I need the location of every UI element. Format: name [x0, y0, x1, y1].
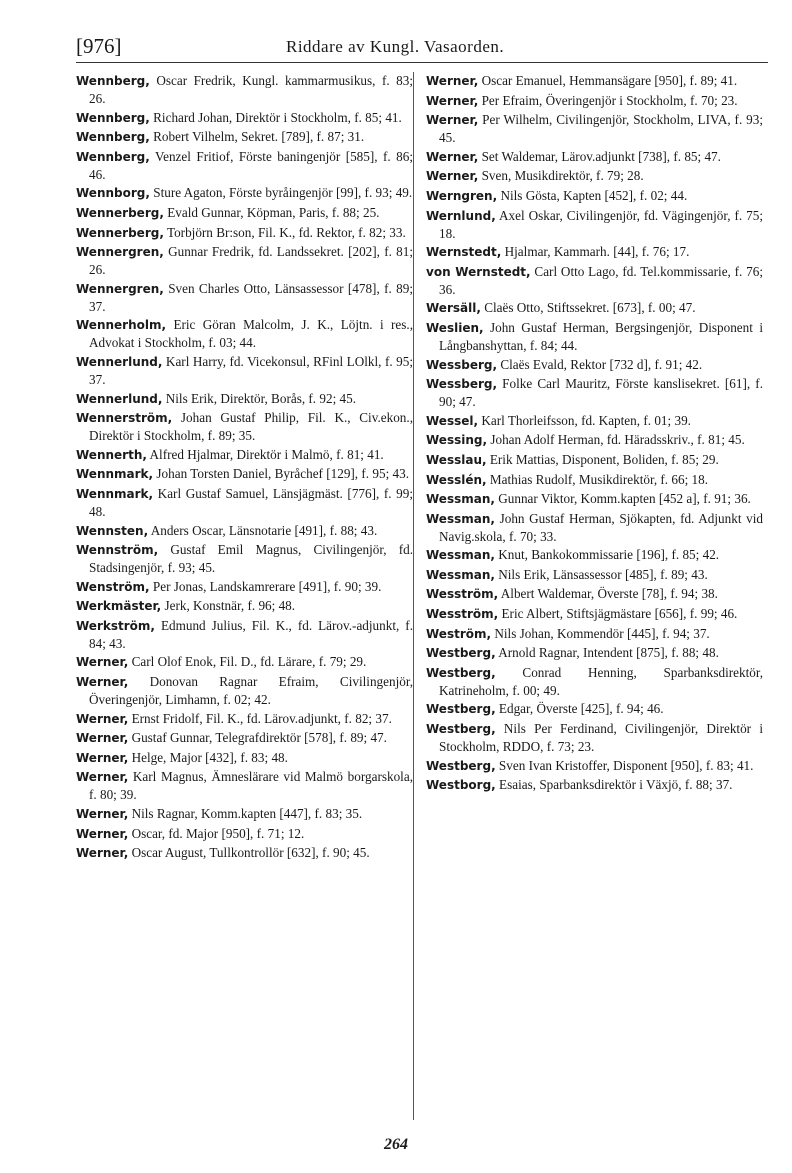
list-entry [76, 184, 413, 202]
entry-details: Venzel Fritiof, Förste baningenjör [585], f. 86; 46. [89, 148, 413, 182]
list-entry [76, 673, 413, 708]
list-entry [426, 263, 763, 298]
entry-details: Sven Charles Otto, Länsassessor [478], f. 89; 37. [89, 280, 413, 314]
entry-details: Mathias Rudolf, Musikdirektör, f. 66; 18. [486, 471, 709, 487]
entry-surname: Wennberg, [76, 110, 150, 125]
entry-surname: Wennborg, [76, 186, 150, 201]
entry-surname: Westborg, [426, 778, 496, 793]
entry-details: Nils Per Ferdinand, Civilingenjör, Direktör i Stockholm, RDDO, f. 73; 23. [439, 721, 763, 755]
entry-details: Nils Erik, Länsassessor [485], f. 89; 43. [494, 566, 708, 582]
entry-surname: Werner, [426, 169, 479, 184]
list-entry [76, 710, 413, 728]
entry-details: Per Jonas, Landskamrerare [491], f. 90; 39. [149, 578, 382, 594]
entry-details: Per Efraim, Överingenjör i Stockholm, f. 70; 23. [478, 92, 738, 108]
list-entry [76, 617, 413, 652]
entry-details: John Gustaf Herman, Bergsingenjör, Disponent i Långbanshyttan, f. 84; 44. [439, 319, 763, 353]
list-entry [426, 700, 763, 718]
list-entry [76, 522, 413, 540]
entry-surname: Werner, [76, 807, 129, 822]
entry-details: Helge, Major [432], f. 83; 48. [128, 749, 288, 765]
list-entry [76, 204, 413, 222]
list-entry [426, 299, 763, 317]
entry-surname: Wennerlund, [76, 391, 163, 406]
entry-surname: Wessman, [426, 548, 495, 563]
entry-surname: Werner, [76, 711, 129, 726]
entry-surname: Wersäll, [426, 301, 481, 316]
entry-surname: Wessman, [426, 492, 495, 507]
list-entry [426, 451, 763, 469]
entry-surname: Wennerberg, [76, 225, 164, 240]
entry-details: Johan Adolf Herman, fd. Häradsskriv., f. 81; 45. [487, 432, 745, 448]
entry-details: Richard Johan, Direktör i Stockholm, f. 85; 41. [149, 109, 402, 125]
list-entry [76, 597, 413, 615]
entry-surname: Wennberg, [76, 130, 150, 145]
entry-surname: Werner, [76, 826, 129, 841]
entry-details: Nils Gösta, Kapten [452], f. 02; 44. [497, 187, 688, 203]
list-entry [76, 72, 413, 107]
list-entry [426, 187, 763, 205]
header-title: Riddare av Kungl. Vasaorden. [286, 37, 505, 56]
entry-details: Erik Mattias, Disponent, Boliden, f. 85; 29. [486, 451, 719, 467]
list-entry [426, 111, 763, 146]
entry-surname: Werner, [76, 770, 129, 785]
list-entry [76, 825, 413, 843]
entry-details: Sven, Musikdirektör, f. 79; 28. [478, 168, 644, 184]
entry-surname: Werner, [76, 750, 129, 765]
entry-surname: Wernlund, [426, 208, 496, 223]
entry-details: Karl Magnus, Ämneslärare vid Malmö borgarskola, f. 80; 39. [89, 769, 413, 803]
entry-surname: Wennberg, [76, 149, 150, 164]
list-entry [76, 541, 413, 576]
entry-surname: Wennmark, [76, 486, 154, 501]
entry-details: Carl Olof Enok, Fil. D., fd. Lärare, f. 79; 29. [128, 654, 367, 670]
entry-details: Folke Carl Mauritz, Förste kanslisekret. [61], f. 90; 47. [439, 376, 763, 410]
list-entry [76, 109, 413, 127]
entry-details: Eric Göran Malcolm, J. K., Löjtn. i res., Advokat i Stockholm, f. 03; 44. [89, 317, 413, 351]
entry-details: Oscar Fredrik, Kungl. kammarmusikus, f. 83; 26. [89, 73, 413, 106]
list-entry [76, 243, 413, 278]
list-entry [426, 356, 763, 374]
list-entry [76, 353, 413, 388]
entry-surname: Wessberg, [426, 357, 498, 372]
entry-surname: Westberg, [426, 665, 496, 680]
entry-surname: Weslien, [426, 320, 484, 335]
list-entry [426, 92, 763, 110]
list-entry [426, 720, 763, 755]
left-column [76, 72, 413, 864]
entry-details: Jerk, Konstnär, f. 96; 48. [161, 598, 296, 614]
entry-details: Johan Gustaf Philip, Fil. K., Civ.ekon., Direktör i Stockholm, f. 89; 35. [89, 410, 413, 444]
entry-surname: Wesslau, [426, 452, 487, 467]
entry-details: Sven Ivan Kristoffer, Disponent [950], f. 83; 41. [495, 757, 754, 773]
entry-surname: Werner, [426, 74, 479, 88]
entry-details: Knut, Bankokommissarie [196], f. 85; 42. [494, 547, 720, 563]
entry-details: Gunnar Fredrik, fd. Landssekret. [202], f. 81; 26. [89, 244, 413, 278]
entry-details: Karl Thorleifsson, fd. Kapten, f. 01; 39. [478, 412, 691, 428]
list-entry [76, 844, 413, 862]
list-entry [426, 664, 763, 699]
list-entry [426, 412, 763, 430]
entry-surname: Werner, [426, 113, 479, 128]
entry-surname: Werner, [426, 93, 479, 108]
entry-details: Arnold Ragnar, Intendent [875], f. 88; 48. [495, 645, 719, 661]
entry-surname: Wessel, [426, 413, 479, 428]
entry-surname: Weström, [426, 626, 492, 641]
entry-surname: Wennerström, [76, 411, 173, 426]
column-divider [413, 72, 414, 1120]
list-entry [76, 578, 413, 596]
list-entry [426, 490, 763, 508]
entry-surname: Wennsten, [76, 523, 149, 538]
entry-details: Edgar, Överste [425], f. 94; 46. [495, 701, 664, 717]
list-entry [426, 625, 763, 643]
entry-details: Hjalmar, Kammarh. [44], f. 76; 17. [501, 244, 690, 260]
list-entry [426, 546, 763, 564]
list-entry [426, 167, 763, 185]
list-entry [426, 585, 763, 603]
entry-details: Set Waldemar, Lärov.adjunkt [738], f. 85; 47. [478, 148, 721, 164]
entry-details: Oscar, fd. Major [950], f. 71; 12. [128, 825, 305, 841]
entry-details: Ernst Fridolf, Fil. K., fd. Lärov.adjunkt, f. 82; 37. [128, 710, 392, 726]
list-entry [426, 375, 763, 410]
list-entry [76, 805, 413, 823]
entry-details: Robert Vilhelm, Sekret. [789], f. 87; 31. [149, 129, 365, 145]
entry-surname: Wennerlund, [76, 354, 163, 369]
list-entry [76, 465, 413, 483]
list-entry [76, 768, 413, 803]
entry-surname: von Wernstedt, [426, 264, 531, 279]
entry-surname: Wenström, [76, 579, 150, 594]
list-entry [426, 776, 763, 794]
entry-surname: Werner, [76, 655, 129, 670]
entry-details: Gustaf Gunnar, Telegrafdirektör [578], f. 89; 47. [128, 730, 387, 746]
entry-surname: Werner, [426, 149, 479, 164]
entry-surname: Wennström, [76, 543, 159, 558]
entry-surname: Wennmark, [76, 467, 154, 482]
entry-details: Per Wilhelm, Civilingenjör, Stockholm, LIVA, f. 93; 45. [439, 112, 763, 146]
entry-details: Nils Erik, Direktör, Borås, f. 92; 45. [162, 390, 357, 406]
list-entry [76, 148, 413, 183]
right-column [426, 72, 763, 796]
entry-details: Esaias, Sparbanksdirektör i Växjö, f. 88; 37. [495, 777, 733, 793]
list-entry [426, 148, 763, 166]
entry-details: Oscar August, Tullkontrollör [632], f. 90; 45. [128, 845, 370, 861]
list-entry [426, 510, 763, 545]
list-entry [76, 224, 413, 242]
list-entry [76, 729, 413, 747]
entry-details: Axel Oskar, Civilingenjör, fd. Vägingenjör, f. 75; 18. [439, 207, 763, 241]
entry-details: Carl Otto Lago, fd. Tel.kommissarie, f. 76; 36. [439, 263, 763, 297]
list-entry [76, 485, 413, 520]
entry-surname: Wessberg, [426, 377, 498, 392]
entry-details: Johan Torsten Daniel, Byråchef [129], f. 95; 43. [153, 466, 410, 482]
entry-surname: Werkström, [76, 618, 155, 633]
entry-details: Karl Harry, fd. Vicekonsul, RFinl LOlkl, f. 95; 37. [89, 353, 413, 387]
entry-surname: Wennerth, [76, 447, 147, 462]
entry-details: Claës Otto, Stiftssekret. [673], f. 00; 47. [480, 300, 696, 316]
entry-surname: Wennerberg, [76, 205, 164, 220]
list-entry [76, 749, 413, 767]
entry-details: John Gustaf Herman, Sjökapten, fd. Adjunkt vid Navig.skola, f. 70; 33. [439, 510, 763, 544]
entry-details: Eric Albert, Stiftsjägmästare [656], f. 99; 46. [498, 606, 738, 622]
entry-details: Donovan Ragnar Efraim, Civilingenjör, Överingenjör, Limhamn, f. 02; 42. [89, 674, 413, 708]
list-entry [426, 605, 763, 623]
entry-surname: Wessman, [426, 511, 495, 526]
list-entry [426, 431, 763, 449]
entry-details: Sture Agaton, Förste byråingenjör [99], f. 93; 49. [149, 185, 413, 201]
page-header [76, 34, 768, 63]
entry-surname: Westberg, [426, 758, 496, 773]
footer-page-number: 264 [384, 1136, 408, 1153]
entry-details: Nils Ragnar, Komm.kapten [447], f. 83; 35. [128, 806, 363, 822]
entry-details: Conrad Henning, Sparbanksdirektör, Katrineholm, f. 00; 49. [439, 664, 763, 698]
list-entry [76, 316, 413, 351]
entry-details: Anders Oscar, Länsnotarie [491], f. 88; 43. [148, 522, 378, 538]
list-entry [426, 757, 763, 775]
entry-surname: Wernstedt, [426, 245, 502, 260]
entry-surname: Werner, [76, 846, 129, 861]
list-entry [426, 319, 763, 354]
entry-surname: Wessman, [426, 567, 495, 582]
entry-surname: Westberg, [426, 702, 496, 717]
entry-details: Oscar Emanuel, Hemmansägare [950], f. 89; 41. [478, 73, 738, 88]
entry-surname: Werner, [76, 731, 129, 746]
list-entry [426, 471, 763, 489]
list-entry [76, 409, 413, 444]
list-entry [426, 72, 763, 90]
entry-surname: Wennergren, [76, 245, 164, 260]
entry-details: Evald Gunnar, Köpman, Paris, f. 88; 25. [163, 204, 380, 220]
list-entry [76, 128, 413, 146]
entry-surname: Wennergren, [76, 281, 164, 296]
entry-details: Edmund Julius, Fil. K., fd. Lärov.-adjunkt, f. 84; 43. [89, 617, 413, 651]
entry-surname: Wennberg, [76, 74, 150, 88]
entry-surname: Westberg, [426, 646, 496, 661]
list-entry [426, 566, 763, 584]
list-entry [76, 390, 413, 408]
list-entry [76, 280, 413, 315]
list-entry [76, 446, 413, 464]
list-entry [426, 207, 763, 242]
entry-details: Karl Gustaf Samuel, Länsjägmäst. [776], f. 99; 48. [89, 485, 413, 519]
entry-details: Torbjörn Br:son, Fil. K., fd. Rektor, f. 82; 33. [163, 224, 406, 240]
entry-surname: Werkmäster, [76, 599, 162, 614]
list-entry [426, 243, 763, 261]
header-page-number: [976] [76, 34, 122, 58]
entry-surname: Wessing, [426, 433, 488, 448]
entry-surname: Werner, [76, 675, 129, 690]
entry-surname: Werngren, [426, 188, 498, 203]
entry-surname: Wesström, [426, 607, 499, 622]
entry-surname: Wesström, [426, 587, 499, 602]
entry-details: Nils Johan, Kommendör [445], f. 94; 37. [491, 625, 710, 641]
list-entry [76, 653, 413, 671]
entry-details: Alfred Hjalmar, Direktör i Malmö, f. 81; 41. [146, 446, 384, 462]
entry-surname: Wennerholm, [76, 318, 167, 333]
list-entry [426, 644, 763, 662]
entry-surname: Wesslén, [426, 472, 487, 487]
entry-details: Albert Waldemar, Överste [78], f. 94; 38. [498, 586, 718, 602]
entry-details: Claës Evald, Rektor [732 d], f. 91; 42. [497, 356, 703, 372]
entry-surname: Westberg, [426, 722, 496, 737]
entry-details: Gustaf Emil Magnus, Civilingenjör, fd. Stadsingenjör, f. 93; 45. [89, 542, 413, 576]
entry-details: Gunnar Viktor, Komm.kapten [452 a], f. 91; 36. [494, 491, 751, 507]
